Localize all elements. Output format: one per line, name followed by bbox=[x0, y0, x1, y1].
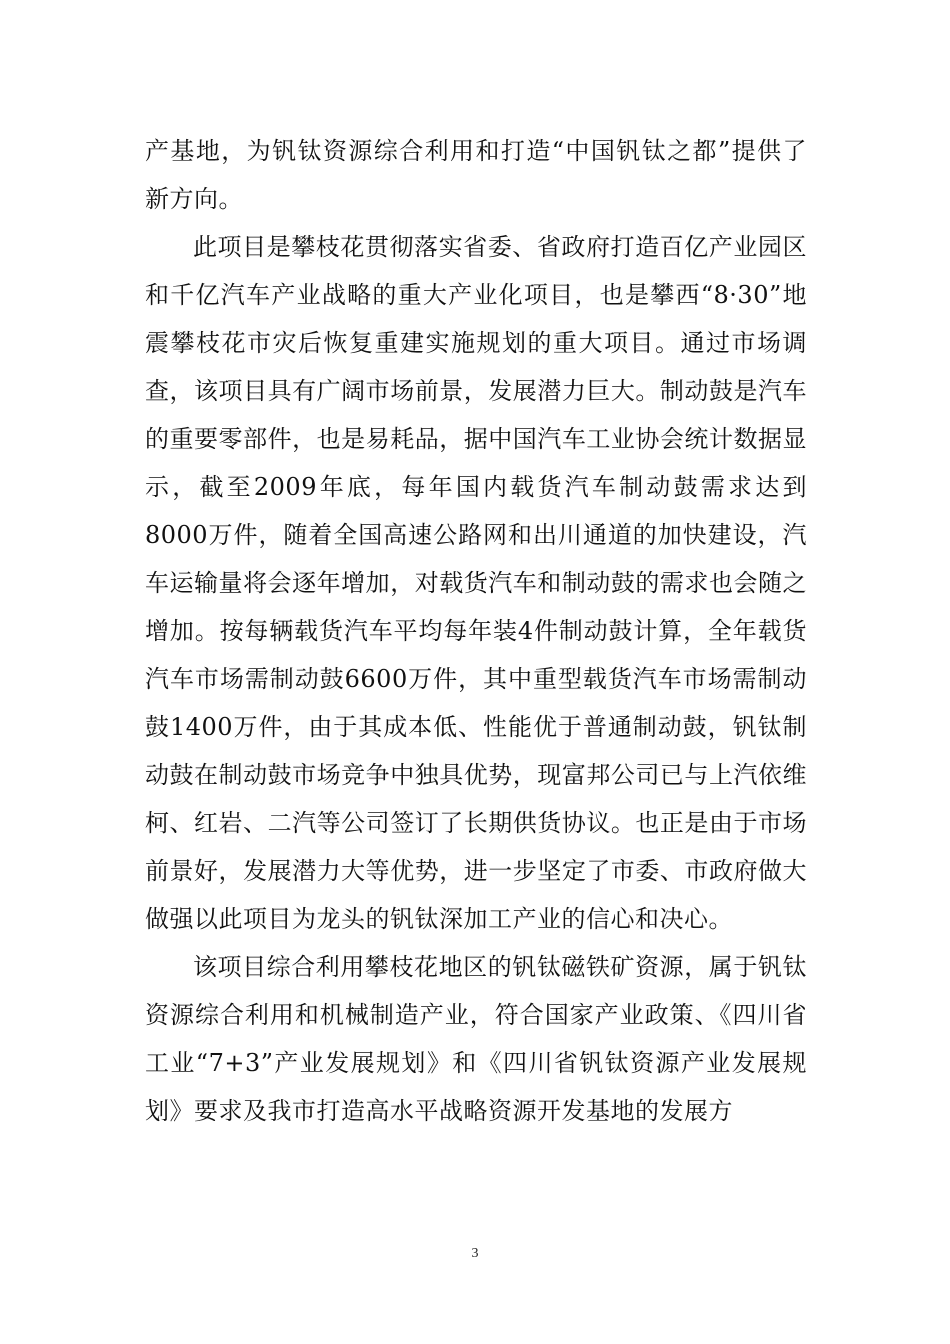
page-number: 3 bbox=[471, 1246, 479, 1261]
paragraph-market-analysis: 此项目是攀枝花贯彻落实省委、省政府打造百亿产业园区和千亿汽车产业战略的重大产业化项目，也是攀西“8·30”地震攀枝花市灾后恢复重建实施规划的重大项目。通过市场调查，该项目具有广阔市场前景，发展潜力巨大。制动鼓是汽车的重要零部件，也是易耗品，据中国汽车工业协会统计数据显示，截至2009年底，每年国内载货汽车制动鼓需求达到8000万件，随着全国高速公路网和出川通道的加快建设，汽车运输量将会逐年增加，对载货汽车和制动鼓的需求也会随之增加。按每辆载货汽车平均每年装4件制动鼓计算，全年载货汽车市场需制动鼓6600万件，其中重型载货汽车市场需制动鼓1400万件，由于其成本低、性能优于普通制动鼓，钒钛制动鼓在制动鼓市场竞争中独具优势，现富邦公司已与上汽依维柯、红岩、二汽等公司签订了长期供货协议。也正是由于市场前景好，发展潜力大等优势，进一步坚定了市委、市政府做大做强以此项目为龙头的钒钛深加工产业的信心和决心。 bbox=[145, 233, 807, 933]
body-text bbox=[145, 127, 807, 1135]
paragraph-policy-fit: 该项目综合利用攀枝花地区的钒钛磁铁矿资源，属于钒钛资源综合利用和机械制造产业，符合国家产业政策、《四川省工业“7+3”产业发展规划》和《四川省钒钛资源产业发展规划》要求及我市打造高水平战略资源开发基地的发展方 bbox=[145, 953, 807, 1125]
paragraph-continuation: 产基地，为钒钛资源综合利用和打造“中国钒钛之都”提供了新方向。 bbox=[145, 137, 807, 213]
